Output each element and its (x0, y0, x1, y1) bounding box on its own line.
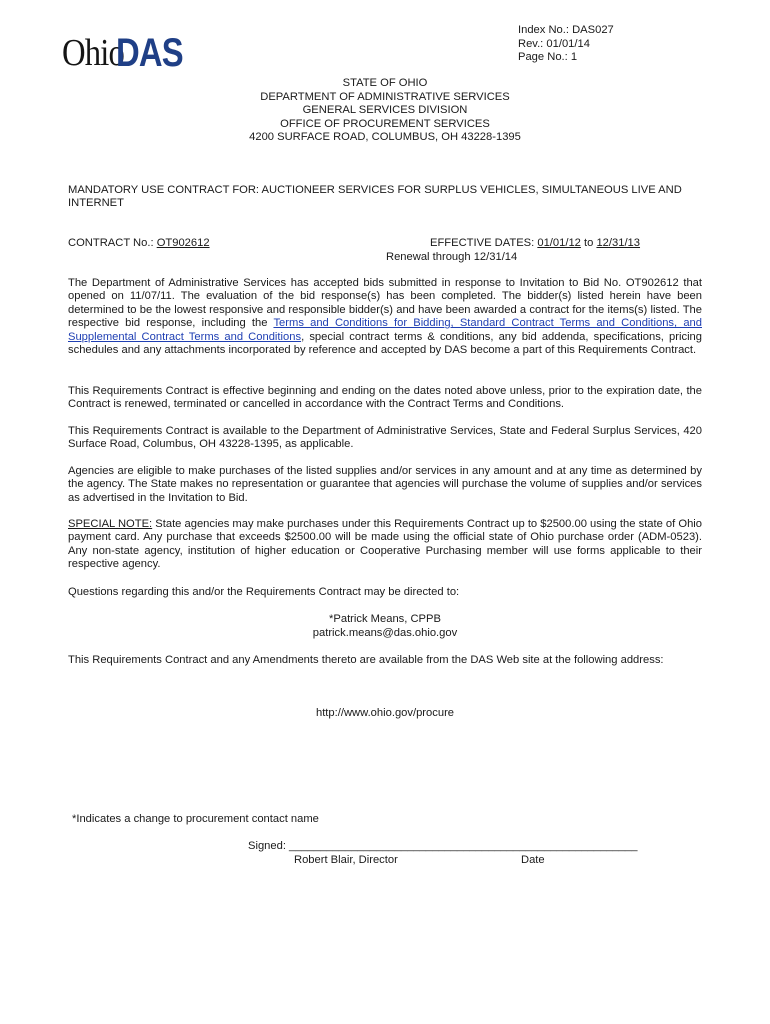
page-number: Page No.: 1 (518, 51, 578, 64)
agency-header (0, 77, 770, 145)
effective-to: to (580, 237, 597, 249)
signature-line: Signed: ________________________________________________________ (248, 840, 638, 852)
effective-end-date: 12/31/13 (596, 237, 641, 249)
header-department: DEPARTMENT OF ADMINISTRATIVE SERVICES (260, 90, 510, 103)
special-note-label: SPECIAL NOTE: (68, 518, 153, 530)
effective-dates-label: EFFECTIVE DATES: (430, 237, 538, 249)
index-number: Index No.: DAS027 (518, 24, 614, 36)
date-label: Date (521, 854, 545, 866)
director-name: Robert Blair, Director (294, 854, 398, 866)
paragraph-effective: This Requirements Contract is effective beginning and ending on the dates noted above unless, prior to the expiration date, the Contract is renewed, terminated or cancelled in accordance with the Contract Terms and Conditions. (68, 385, 702, 411)
contract-number-value: OT902612 (156, 237, 210, 249)
header-address: 4200 SURFACE ROAD, COLUMBUS, OH 43228-1395 (249, 131, 521, 144)
header-division: GENERAL SERVICES DIVISION (302, 104, 468, 117)
contact-email[interactable]: patrick.means@das.ohio.gov (312, 627, 458, 639)
footnote: *Indicates a change to procurement contact name (72, 813, 319, 825)
revision-date: Rev.: 01/01/14 (518, 37, 590, 50)
special-note-text: State agencies may make purchases under this Requirements Contract up to $2500.00 using the state of Ohio payment card. Any purchase that exceeds $2500.00 will be made using the official state of Ohio purchase order (ADM-0523). Any non-state agency, institution of higher education or Cooperative Purchasing member will use forms applicable to their respective agency. (68, 518, 703, 571)
contract-title: MANDATORY USE CONTRACT FOR: AUCTIONEER SERVICES FOR SURPLUS VEHICLES, SIMULTANEOUS LIVE AND INTERNET (68, 184, 682, 210)
contact-name: *Patrick Means, CPPB (329, 613, 441, 625)
procurement-url[interactable]: http://www.ohio.gov/procure (315, 707, 455, 719)
paragraph-special-note (68, 518, 702, 572)
paragraph-award-text-2: , special contract terms & conditions, any bid addenda, specifications, pricing schedules and any attachments incorporated by reference and accepted by DAS become a part of this Requirements Contract. (68, 330, 702, 357)
paragraph-web-availability: This Requirements Contract and any Amendments thereto are available from the DAS Web site at the following address: (68, 654, 664, 666)
contract-number (68, 237, 210, 250)
logo-ohio-text: Ohio (62, 32, 124, 74)
paragraph-eligibility: Agencies are eligible to make purchases of the listed supplies and/or services in any amount and at any time as determined by the agency. The State makes no representation or guarantee that agencies will purchase the volume of supplies and/or services as advertised in the Invitation to Bid. (68, 465, 702, 504)
renewal-date: Renewal through 12/31/14 (386, 251, 518, 263)
paragraph-award (68, 277, 702, 357)
effective-dates (430, 237, 640, 250)
index-block (518, 24, 758, 65)
logo-das-text: DAS (116, 31, 183, 75)
contract-number-label: CONTRACT No.: (68, 237, 157, 249)
paragraph-questions: Questions regarding this and/or the Requirements Contract may be directed to: (68, 586, 460, 598)
effective-start-date: 01/01/12 (537, 237, 581, 249)
header-office: OFFICE OF PROCUREMENT SERVICES (280, 117, 490, 130)
paragraph-availability-agency: This Requirements Contract is available to the Department of Administrative Services, State and Federal Surplus Services, 420 Surface Road, Columbus, OH 43228-1395, as applicable. (68, 425, 702, 451)
paragraph-award-text-1: The Department of Administrative Services has accepted bids submitted in response to Invitation to Bid No. OT902612 that opened on 11/07/11. The evaluation of the bid response(s) has been completed. The bidder(s) listed herein have been determined to be the lowest responsive and responsible bidder(s) and have been awarded a contract for the items(s) listed. The respective bid response, including the (68, 277, 702, 330)
terms-and-conditions-link[interactable]: Terms and Conditions for Bidding, Standard Contract Terms and Conditions, and Supplemental Contract Terms and Conditions (68, 317, 702, 343)
header-state: STATE OF OHIO (342, 77, 428, 89)
ohio-das-logo (62, 30, 183, 76)
